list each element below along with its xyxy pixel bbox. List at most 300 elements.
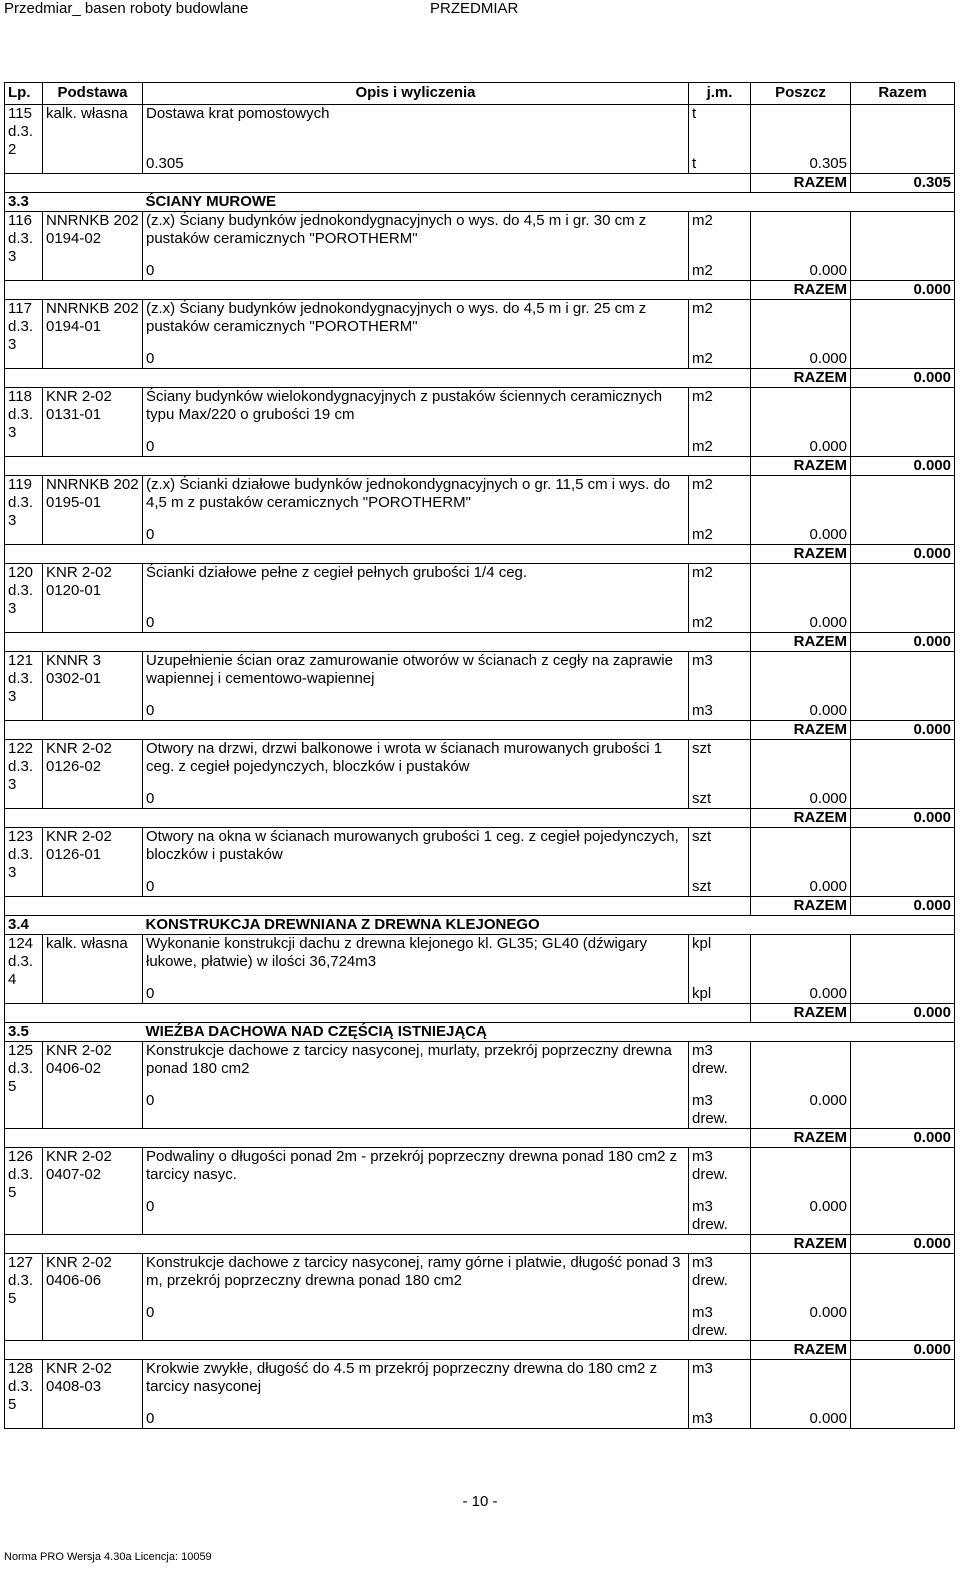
row-jm [689, 300, 751, 369]
razem-spacer [689, 897, 751, 916]
calc-line [146, 438, 685, 456]
row-description: Uzupełnienie ścian oraz zamurowanie otworów w ścianach z cegły na zaprawie wapiennej i cementowo-wapiennej [146, 652, 673, 687]
razem-spacer [5, 1341, 43, 1360]
razem-spacer [689, 809, 751, 828]
razem-value: 0.000 [851, 1004, 955, 1023]
calc-line [146, 1410, 685, 1428]
table-row [5, 105, 955, 174]
row-lp: 117 d.3. 3 [5, 300, 43, 369]
row-razem [851, 212, 955, 281]
row-opis [143, 828, 689, 897]
estimate-table [4, 82, 955, 1429]
calc-line [146, 790, 685, 808]
page-number: - 10 - [462, 1493, 498, 1510]
razem-spacer [689, 457, 751, 476]
table-row [5, 1360, 955, 1429]
calc-unit: t [692, 155, 697, 172]
poszcz-spacer [754, 564, 847, 600]
razem-value: 0.000 [851, 633, 955, 652]
row-poszcz [751, 1254, 851, 1341]
razem-spacer [689, 281, 751, 300]
poszcz-value: 0.305 [809, 155, 847, 172]
razem-row [5, 633, 955, 652]
razem-value: 0.000 [851, 457, 955, 476]
poszcz-value: 0.000 [809, 1304, 847, 1321]
row-opis [143, 1042, 689, 1129]
poszcz-spacer [754, 105, 847, 141]
table-body [5, 105, 955, 1429]
razem-spacer [689, 633, 751, 652]
razem-row [5, 1235, 955, 1254]
razem-value: 0.000 [851, 721, 955, 740]
page-header [0, 0, 960, 18]
poszcz-value: 0.000 [809, 878, 847, 895]
row-lp: 126 d.3. 5 [5, 1148, 43, 1235]
row-lp: 118 d.3. 3 [5, 388, 43, 457]
razem-spacer [5, 281, 43, 300]
section-title: WIEŹBA DACHOWA NAD CZĘŚCIĄ ISTNIEJĄCĄ [143, 1023, 955, 1042]
razem-spacer [43, 369, 143, 388]
razem-spacer [43, 1004, 143, 1023]
row-podstawa: KNNR 3 0302-01 [43, 652, 143, 721]
calc-value: 0 [146, 1410, 155, 1427]
razem-label: RAZEM [751, 1235, 851, 1254]
razem-row [5, 174, 955, 193]
calc-value: 0 [146, 790, 155, 807]
row-podstawa: KNR 2-02 0120-01 [43, 564, 143, 633]
poszcz-spacer [754, 828, 847, 864]
table-row [5, 652, 955, 721]
razem-spacer [5, 633, 43, 652]
razem-value: 0.000 [851, 1129, 955, 1148]
calc-line [146, 702, 685, 720]
poszcz-spacer [754, 1360, 847, 1396]
calc-value: 0 [146, 526, 155, 543]
row-poszcz [751, 1042, 851, 1129]
razem-spacer [43, 1129, 143, 1148]
row-description: Krokwie zwykłe, długość do 4.5 m przekrój poprzeczny drewna do 180 cm2 z tarcicy nasyconej [146, 1360, 658, 1395]
razem-spacer [143, 1341, 689, 1360]
calc-value: 0 [146, 1304, 155, 1321]
calc-value: 0 [146, 262, 155, 279]
calc-value: 0 [146, 438, 155, 455]
razem-value: 0.000 [851, 369, 955, 388]
software-footer: Norma PRO Wersja 4.30a Licencja: 10059 [4, 1551, 212, 1563]
calc-unit: m2 [692, 438, 713, 455]
section-spacer [43, 1023, 143, 1042]
row-lp: 116 d.3. 3 [5, 212, 43, 281]
row-podstawa: NNRNKB 202 0195-01 [43, 476, 143, 545]
row-podstawa: kalk. własna [43, 935, 143, 1004]
calc-line [146, 1198, 685, 1216]
poszcz-value: 0.000 [809, 1092, 847, 1109]
row-jm [689, 476, 751, 545]
razem-spacer [143, 281, 689, 300]
razem-spacer [689, 174, 751, 193]
row-description: Podwaliny o długości ponad 2m - przekrój poprzeczny drewna ponad 180 cm2 z tarcicy nasyc. [146, 1148, 678, 1183]
poszcz-spacer [754, 1254, 847, 1290]
row-jm [689, 564, 751, 633]
table-row [5, 300, 955, 369]
razem-spacer [5, 1004, 43, 1023]
row-podstawa: KNR 2-02 0407-02 [43, 1148, 143, 1235]
row-jm [689, 1254, 751, 1341]
row-razem [851, 1254, 955, 1341]
row-podstawa: KNR 2-02 0126-01 [43, 828, 143, 897]
razem-label: RAZEM [751, 281, 851, 300]
col-lp: Lp. [5, 83, 43, 105]
unit: m3 [692, 652, 713, 669]
row-podstawa: KNR 2-02 0131-01 [43, 388, 143, 457]
razem-value: 0.000 [851, 1341, 955, 1360]
razem-spacer [689, 721, 751, 740]
row-description: Dostawa krat pomostowych [146, 105, 330, 122]
calc-value: 0.305 [146, 155, 184, 172]
unit: m3 drew. [692, 1254, 728, 1289]
row-poszcz [751, 740, 851, 809]
unit: m3 drew. [692, 1148, 728, 1183]
calc-unit: m2 [692, 614, 713, 631]
table-row [5, 1148, 955, 1235]
razem-spacer [43, 809, 143, 828]
unit: szt [692, 740, 712, 757]
calc-unit: m3 drew. [692, 1198, 728, 1233]
unit: m3 [692, 1360, 713, 1377]
razem-row [5, 897, 955, 916]
razem-label: RAZEM [751, 1129, 851, 1148]
row-razem [851, 935, 955, 1004]
table-row [5, 740, 955, 809]
razem-spacer [5, 1129, 43, 1148]
row-podstawa: KNR 2-02 0406-06 [43, 1254, 143, 1341]
razem-spacer [43, 281, 143, 300]
poszcz-spacer [754, 476, 847, 512]
row-description: Otwory na okna w ścianach murowanych grubości 1 ceg. z cegieł pojedynczych, bloczków i pustaków [146, 828, 679, 863]
col-podstawa: Podstawa [43, 83, 143, 105]
row-opis [143, 105, 689, 174]
calc-line [146, 985, 685, 1003]
razem-spacer [143, 1004, 689, 1023]
row-opis [143, 564, 689, 633]
razem-spacer [689, 545, 751, 564]
col-razem: Razem [851, 83, 955, 105]
table-row [5, 1042, 955, 1129]
poszcz-value: 0.000 [809, 1198, 847, 1215]
unit: t [692, 105, 697, 122]
section-spacer [43, 916, 143, 935]
row-lp: 122 d.3. 3 [5, 740, 43, 809]
calc-line [146, 350, 685, 368]
row-opis [143, 476, 689, 545]
razem-spacer [43, 545, 143, 564]
row-podstawa: KNR 2-02 0408-03 [43, 1360, 143, 1429]
row-description: Konstrukcje dachowe z tarcicy nasyconej, murlaty, przekrój poprzeczny drewna ponad 180 cm2 [146, 1042, 672, 1077]
razem-spacer [689, 1129, 751, 1148]
razem-label: RAZEM [751, 1004, 851, 1023]
row-jm [689, 740, 751, 809]
document-title: Przedmiar_ basen roboty budowlane [4, 0, 249, 17]
row-description: (z.x) Ścianki działowe budynków jednokondygnacyjnych o gr. 11,5 cm i wys. do 4,5 m z pustaków ceramicznych "POROTHERM" [146, 476, 671, 511]
razem-row [5, 369, 955, 388]
razem-label: RAZEM [751, 545, 851, 564]
row-poszcz [751, 828, 851, 897]
razem-spacer [43, 174, 143, 193]
unit: m2 [692, 212, 713, 229]
row-lp: 127 d.3. 5 [5, 1254, 43, 1341]
unit: m2 [692, 300, 713, 317]
calc-unit: kpl [692, 985, 712, 1002]
calc-value: 0 [146, 614, 155, 631]
row-razem [851, 300, 955, 369]
calc-line [146, 526, 685, 544]
table-row [5, 1254, 955, 1341]
row-poszcz [751, 564, 851, 633]
row-razem [851, 1360, 955, 1429]
calc-value: 0 [146, 1092, 155, 1109]
table-row [5, 476, 955, 545]
calc-value: 0 [146, 985, 155, 1002]
razem-label: RAZEM [751, 457, 851, 476]
row-lp: 128 d.3. 5 [5, 1360, 43, 1429]
razem-row [5, 1341, 955, 1360]
calc-line [146, 155, 685, 173]
razem-label: RAZEM [751, 809, 851, 828]
razem-label: RAZEM [751, 897, 851, 916]
razem-spacer [143, 633, 689, 652]
calc-line [146, 262, 685, 280]
razem-spacer [5, 1235, 43, 1254]
poszcz-spacer [754, 388, 847, 424]
calc-value: 0 [146, 350, 155, 367]
calc-unit: m2 [692, 526, 713, 543]
table-row [5, 388, 955, 457]
row-description: Ściany budynków wielokondygnacyjnych z pustaków ściennych ceramicznych typu Max/220 o grubości 19 cm [146, 388, 663, 423]
unit: szt [692, 828, 712, 845]
row-poszcz [751, 212, 851, 281]
poszcz-value: 0.000 [809, 1410, 847, 1427]
row-jm [689, 105, 751, 174]
razem-label: RAZEM [751, 369, 851, 388]
row-lp: 123 d.3. 3 [5, 828, 43, 897]
row-razem [851, 740, 955, 809]
row-razem [851, 1148, 955, 1235]
document-type: PRZEDMIAR [430, 0, 519, 17]
row-jm [689, 1360, 751, 1429]
razem-spacer [5, 545, 43, 564]
row-razem [851, 828, 955, 897]
row-description: (z.x) Ściany budynków jednokondygnacyjnych o wys. do 4,5 m i gr. 25 cm z pustaków ceramicznych "POROTHERM" [146, 300, 647, 335]
calc-value: 0 [146, 702, 155, 719]
row-razem [851, 564, 955, 633]
row-opis [143, 300, 689, 369]
row-jm [689, 828, 751, 897]
section-number: 3.5 [5, 1023, 43, 1042]
unit: m2 [692, 388, 713, 405]
table-row [5, 212, 955, 281]
razem-label: RAZEM [751, 1341, 851, 1360]
razem-row [5, 457, 955, 476]
razem-value: 0.000 [851, 545, 955, 564]
section-row [5, 193, 955, 212]
poszcz-value: 0.000 [809, 790, 847, 807]
col-poszcz: Poszcz [751, 83, 851, 105]
row-lp: 124 d.3. 4 [5, 935, 43, 1004]
razem-row [5, 721, 955, 740]
row-razem [851, 1042, 955, 1129]
row-jm [689, 212, 751, 281]
row-jm [689, 935, 751, 1004]
poszcz-spacer [754, 652, 847, 688]
row-opis [143, 388, 689, 457]
row-opis [143, 652, 689, 721]
row-poszcz [751, 1148, 851, 1235]
razem-value: 0.305 [851, 174, 955, 193]
razem-spacer [5, 369, 43, 388]
poszcz-value: 0.000 [809, 262, 847, 279]
calc-line [146, 1092, 685, 1110]
razem-spacer [43, 1341, 143, 1360]
row-jm [689, 1042, 751, 1129]
row-podstawa: KNR 2-02 0126-02 [43, 740, 143, 809]
row-lp: 115 d.3. 2 [5, 105, 43, 174]
calc-line [146, 1304, 685, 1322]
calc-unit: m3 drew. [692, 1304, 728, 1339]
row-poszcz [751, 105, 851, 174]
poszcz-value: 0.000 [809, 350, 847, 367]
poszcz-spacer [754, 300, 847, 336]
row-opis [143, 1360, 689, 1429]
razem-value: 0.000 [851, 1235, 955, 1254]
col-opis: Opis i wyliczenia [143, 83, 689, 105]
razem-spacer [143, 1129, 689, 1148]
section-row [5, 1023, 955, 1042]
row-razem [851, 652, 955, 721]
row-opis [143, 740, 689, 809]
razem-spacer [689, 369, 751, 388]
row-razem [851, 476, 955, 545]
razem-spacer [143, 545, 689, 564]
unit: m3 drew. [692, 1042, 728, 1077]
razem-spacer [143, 1235, 689, 1254]
row-podstawa: KNR 2-02 0406-02 [43, 1042, 143, 1129]
poszcz-value: 0.000 [809, 526, 847, 543]
calc-line [146, 614, 685, 632]
unit: m2 [692, 476, 713, 493]
razem-spacer [5, 897, 43, 916]
razem-spacer [143, 721, 689, 740]
razem-row [5, 1004, 955, 1023]
razem-spacer [43, 897, 143, 916]
razem-spacer [5, 809, 43, 828]
row-razem [851, 388, 955, 457]
row-description: Ścianki działowe pełne z cegieł pełnych grubości 1/4 ceg. [146, 564, 528, 581]
table-row [5, 828, 955, 897]
row-podstawa: kalk. własna [43, 105, 143, 174]
row-podstawa: NNRNKB 202 0194-01 [43, 300, 143, 369]
unit: m2 [692, 564, 713, 581]
poszcz-spacer [754, 740, 847, 776]
row-poszcz [751, 935, 851, 1004]
poszcz-spacer [754, 212, 847, 248]
calc-unit: szt [692, 790, 712, 807]
calc-unit: szt [692, 878, 712, 895]
razem-label: RAZEM [751, 633, 851, 652]
calc-value: 0 [146, 1198, 155, 1215]
poszcz-spacer [754, 1148, 847, 1184]
row-poszcz [751, 476, 851, 545]
razem-spacer [5, 721, 43, 740]
row-description: Wykonanie konstrukcji dachu z drewna klejonego kl. GL35; GL40 (dźwigary łukowe, płatwie) w ilości 36,724m3 [146, 935, 647, 970]
razem-spacer [143, 369, 689, 388]
row-podstawa: NNRNKB 202 0194-02 [43, 212, 143, 281]
row-jm [689, 652, 751, 721]
razem-value: 0.000 [851, 897, 955, 916]
razem-spacer [143, 174, 689, 193]
calc-line [146, 878, 685, 896]
col-jm: j.m. [689, 83, 751, 105]
razem-value: 0.000 [851, 809, 955, 828]
unit: kpl [692, 935, 712, 952]
calc-unit: m3 [692, 1410, 713, 1427]
row-jm [689, 388, 751, 457]
razem-label: RAZEM [751, 721, 851, 740]
row-lp: 125 d.3. 5 [5, 1042, 43, 1129]
razem-row [5, 281, 955, 300]
section-row [5, 916, 955, 935]
row-description: (z.x) Ściany budynków jednokondygnacyjnych o wys. do 4,5 m i gr. 30 cm z pustaków ceramicznych "POROTHERM" [146, 212, 647, 247]
calc-unit: m2 [692, 262, 713, 279]
row-lp: 120 d.3. 3 [5, 564, 43, 633]
razem-value: 0.000 [851, 281, 955, 300]
razem-spacer [43, 1235, 143, 1254]
row-description: Konstrukcje dachowe z tarcicy nasyconej, ramy górne i platwie, długość ponad 3 m, przekrój poprzeczny drewna ponad 180 cm2 [146, 1254, 681, 1289]
razem-spacer [5, 457, 43, 476]
calc-value: 0 [146, 878, 155, 895]
calc-unit: m2 [692, 350, 713, 367]
row-opis [143, 935, 689, 1004]
row-poszcz [751, 300, 851, 369]
razem-spacer [5, 174, 43, 193]
razem-spacer [689, 1341, 751, 1360]
section-number: 3.3 [5, 193, 43, 212]
razem-spacer [43, 633, 143, 652]
row-poszcz [751, 388, 851, 457]
table-row [5, 935, 955, 1004]
section-number: 3.4 [5, 916, 43, 935]
row-poszcz [751, 1360, 851, 1429]
calc-unit: m3 [692, 702, 713, 719]
section-title: KONSTRUKCJA DREWNIANA Z DREWNA KLEJONEGO [143, 916, 955, 935]
table-header-row [5, 83, 955, 105]
row-lp: 119 d.3. 3 [5, 476, 43, 545]
section-spacer [43, 193, 143, 212]
poszcz-value: 0.000 [809, 438, 847, 455]
razem-spacer [689, 1004, 751, 1023]
razem-row [5, 809, 955, 828]
row-opis [143, 212, 689, 281]
razem-label: RAZEM [751, 174, 851, 193]
row-opis [143, 1254, 689, 1341]
razem-spacer [143, 457, 689, 476]
row-jm [689, 1148, 751, 1235]
poszcz-spacer [754, 935, 847, 971]
row-opis [143, 1148, 689, 1235]
poszcz-value: 0.000 [809, 985, 847, 1002]
poszcz-value: 0.000 [809, 614, 847, 631]
razem-spacer [43, 721, 143, 740]
razem-row [5, 1129, 955, 1148]
poszcz-value: 0.000 [809, 702, 847, 719]
